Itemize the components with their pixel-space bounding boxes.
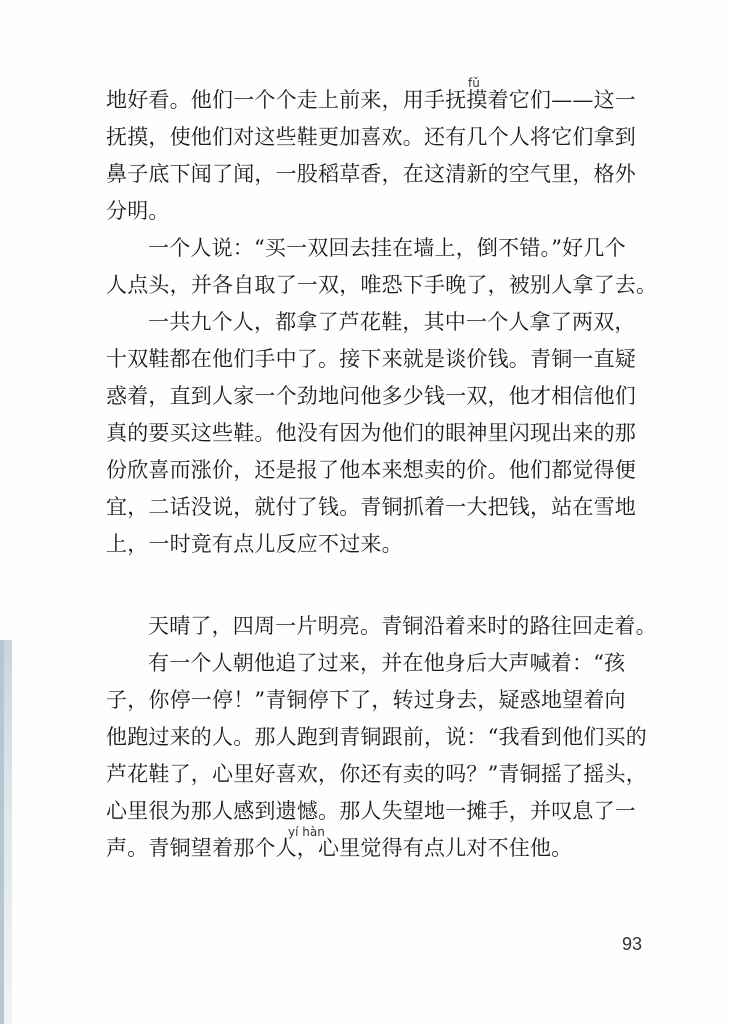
pinyin-yihan: yí hàn	[288, 825, 325, 839]
text-line: 有一个人朝他追了过来，并在他身后大声喊着：“孩	[148, 651, 626, 675]
text-line: 人点头，并各自取了一双，唯恐下手晚了，被别人拿了去。	[106, 273, 658, 297]
text-line: 心里很为那人感到遗憾。那人失望地一摊手，并叹息了一	[106, 799, 636, 823]
text-line: 上，一时竟有点儿反应不过来。	[106, 532, 403, 556]
text-line: 抚摸，使他们对这些鞋更加喜欢。还有几个人将它们拿到	[106, 125, 636, 149]
text-line: 一共九个人，都拿了芦花鞋，其中一个人拿了两双，	[148, 310, 636, 334]
text-line: 惑着，直到人家一个劲地问他多少钱一双，他才相信他们	[106, 384, 636, 408]
text-line: 宜，二话没说，就付了钱。青铜抓着一大把钱，站在雪地	[106, 495, 636, 519]
page-number: 93	[622, 934, 643, 954]
text-line: 份欣喜而涨价，还是报了他本来想卖的价。他们都觉得便	[106, 458, 636, 482]
text-line: 芦花鞋了，心里好喜欢，你还有卖的吗？”青铜摇了摇头，	[106, 762, 647, 786]
text-line: 鼻子底下闻了闻，一股稻草香，在这清新的空气里，格外	[106, 162, 636, 186]
page-edge-shadow	[0, 640, 12, 1024]
text-line: 天晴了，四周一片明亮。青铜沿着来时的路往回走着。	[148, 614, 657, 638]
text-line: 分明。	[106, 199, 170, 223]
pinyin-fu: fǔ	[468, 76, 480, 90]
text-line: 真的要买这些鞋。他没有因为他们的眼神里闪现出来的那	[106, 421, 636, 445]
text-line: 子，你停一停！”青铜停下了，转过身去，疑惑地望着向	[106, 688, 626, 712]
text-line: 十双鞋都在他们手中了。接下来就是谈价钱。青铜一直疑	[106, 347, 636, 371]
text-line: 一个人说：“买一双回去挂在墙上，倒不错。”好几个	[148, 236, 626, 260]
text-line: 他跑过来的人。那人跑到青铜跟前，说：“我看到他们买的	[106, 725, 647, 749]
text-line: 声。青铜望着那个人，心里觉得有点儿对不住他。	[106, 836, 573, 860]
text-line: 地好看。他们一个个走上前来，用手抚摸着它们——这一	[106, 88, 636, 112]
